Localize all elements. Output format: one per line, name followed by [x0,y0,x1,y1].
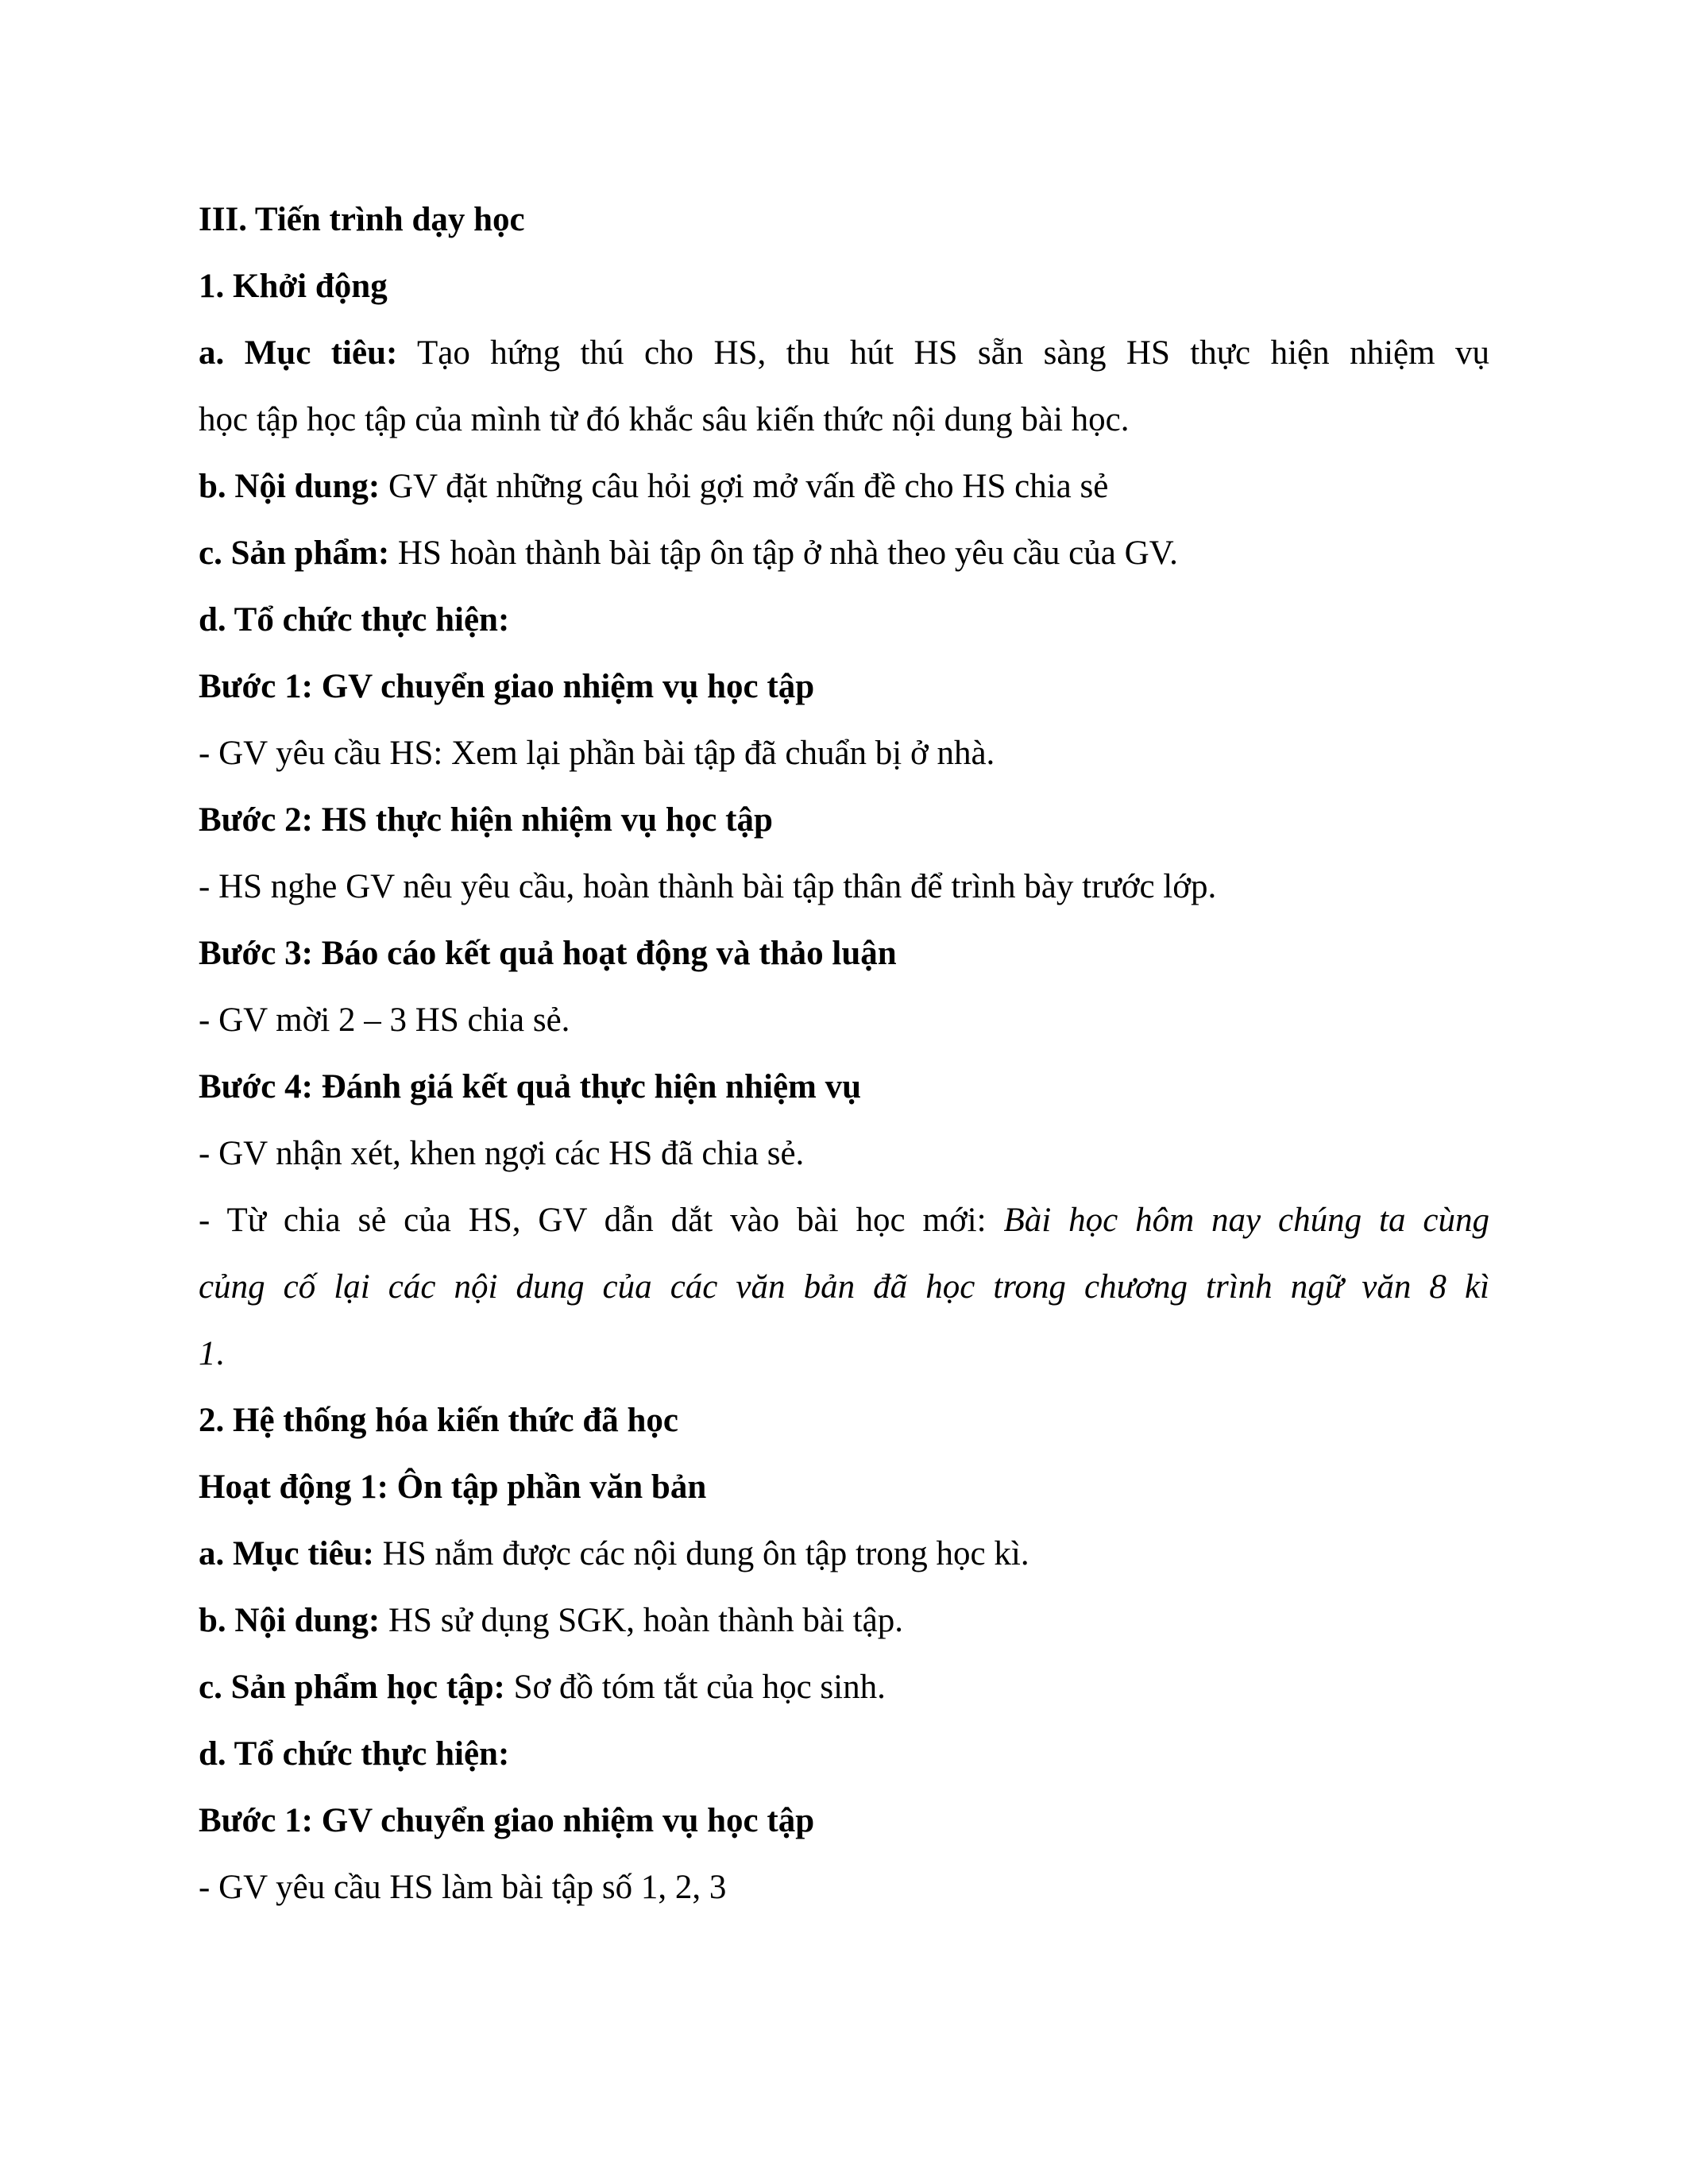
part2-noi-dung-text: HS sử dụng SGK, hoàn thành bài tập. [380,1602,903,1639]
part1-noi-dung [199,453,1489,520]
part2-noi-dung [199,1588,1489,1654]
part1-buoc3-text: - GV mời 2 – 3 HS chia sẻ. [199,1001,570,1039]
part2-san-pham-text: Sơ đồ tóm tắt của học sinh. [504,1669,886,1706]
part2-to-chuc-label: d. Tổ chức thực hiện: [199,1735,510,1773]
part2-activity-heading: Hoạt động 1: Ôn tập phần văn bản [199,1468,707,1506]
part1-san-pham-label: c. Sản phẩm: [199,534,390,572]
part2-noi-dung-label: b. Nội dung: [199,1602,380,1639]
part1-muc-tieu-text: Tạo hứng thú cho HS, thu hút HS sẵn sàng HS thực hiện nhiệm vụ [397,334,1490,372]
part1-buoc4-text2-line1 [199,1187,1489,1254]
part1-heading: 1. Khởi động [199,268,388,305]
part2-heading: 2. Hệ thống hóa kiến thức đã học [199,1402,678,1439]
part1-buoc4-text1: - GV nhận xét, khen ngợi các HS đã chia sẻ. [199,1135,805,1172]
part2-buoc1-heading: Bước 1: GV chuyển giao nhiệm vụ học tập [199,1802,815,1839]
part1-buoc4-text2-end: . [215,1335,225,1372]
section-title: III. Tiến trình dạy học [199,201,525,238]
part2-buoc1-text: - GV yêu cầu HS làm bài tập số 1, 2, 3 [199,1869,727,1906]
part1-buoc4-text2-line3 [199,1321,1489,1387]
part2-muc-tieu-text: HS nắm được các nội dung ôn tập trong học kì. [373,1535,1029,1572]
part1-buoc1-heading: Bước 1: GV chuyển giao nhiệm vụ học tập [199,668,815,705]
part1-buoc4-text2-prefix: - Từ chia sẻ của HS, GV dẫn dắt vào bài học mới: [199,1202,1004,1239]
document-page [199,187,1489,1921]
part1-buoc1-text: - GV yêu cầu HS: Xem lại phần bài tập đã chuẩn bị ở nhà. [199,735,995,772]
part2-muc-tieu-label: a. Mục tiêu: [199,1535,374,1572]
part1-buoc4-text2-italic1: Bài học hôm nay chúng ta cùng [1003,1202,1489,1239]
part1-buoc4-text2-line2: củng cố lại các nội dung của các văn bản đã học trong chương trình ngữ văn 8 kì [199,1268,1489,1306]
part1-buoc2-heading: Bước 2: HS thực hiện nhiệm vụ học tập [199,801,773,839]
part1-muc-tieu-label: a. Mục tiêu: [199,334,398,372]
part1-noi-dung-label: b. Nội dung: [199,468,380,505]
part1-buoc2-text: - HS nghe GV nêu yêu cầu, hoàn thành bài tập thân để trình bày trước lớp. [199,868,1217,905]
part2-san-pham [199,1654,1489,1721]
part2-san-pham-label: c. Sản phẩm học tập: [199,1669,505,1706]
part2-muc-tieu [199,1521,1489,1588]
part1-muc-tieu-line2: học tập học tập của mình từ đó khắc sâu kiến thức nội dung bài học. [199,401,1130,438]
part1-san-pham-text: HS hoàn thành bài tập ôn tập ở nhà theo yêu cầu của GV. [389,534,1178,572]
part1-noi-dung-text: GV đặt những câu hỏi gợi mở vấn đề cho HS chia sẻ [380,468,1109,505]
part1-buoc4-heading: Bước 4: Đánh giá kết quả thực hiện nhiệm vụ [199,1068,862,1106]
part1-to-chuc-label: d. Tổ chức thực hiện: [199,601,510,639]
part1-buoc4-text2-italic3: 1 [199,1335,216,1372]
part1-san-pham [199,520,1489,587]
part1-buoc3-heading: Bước 3: Báo cáo kết quả hoạt động và thảo luận [199,935,897,972]
part1-muc-tieu-line1 [199,320,1489,387]
